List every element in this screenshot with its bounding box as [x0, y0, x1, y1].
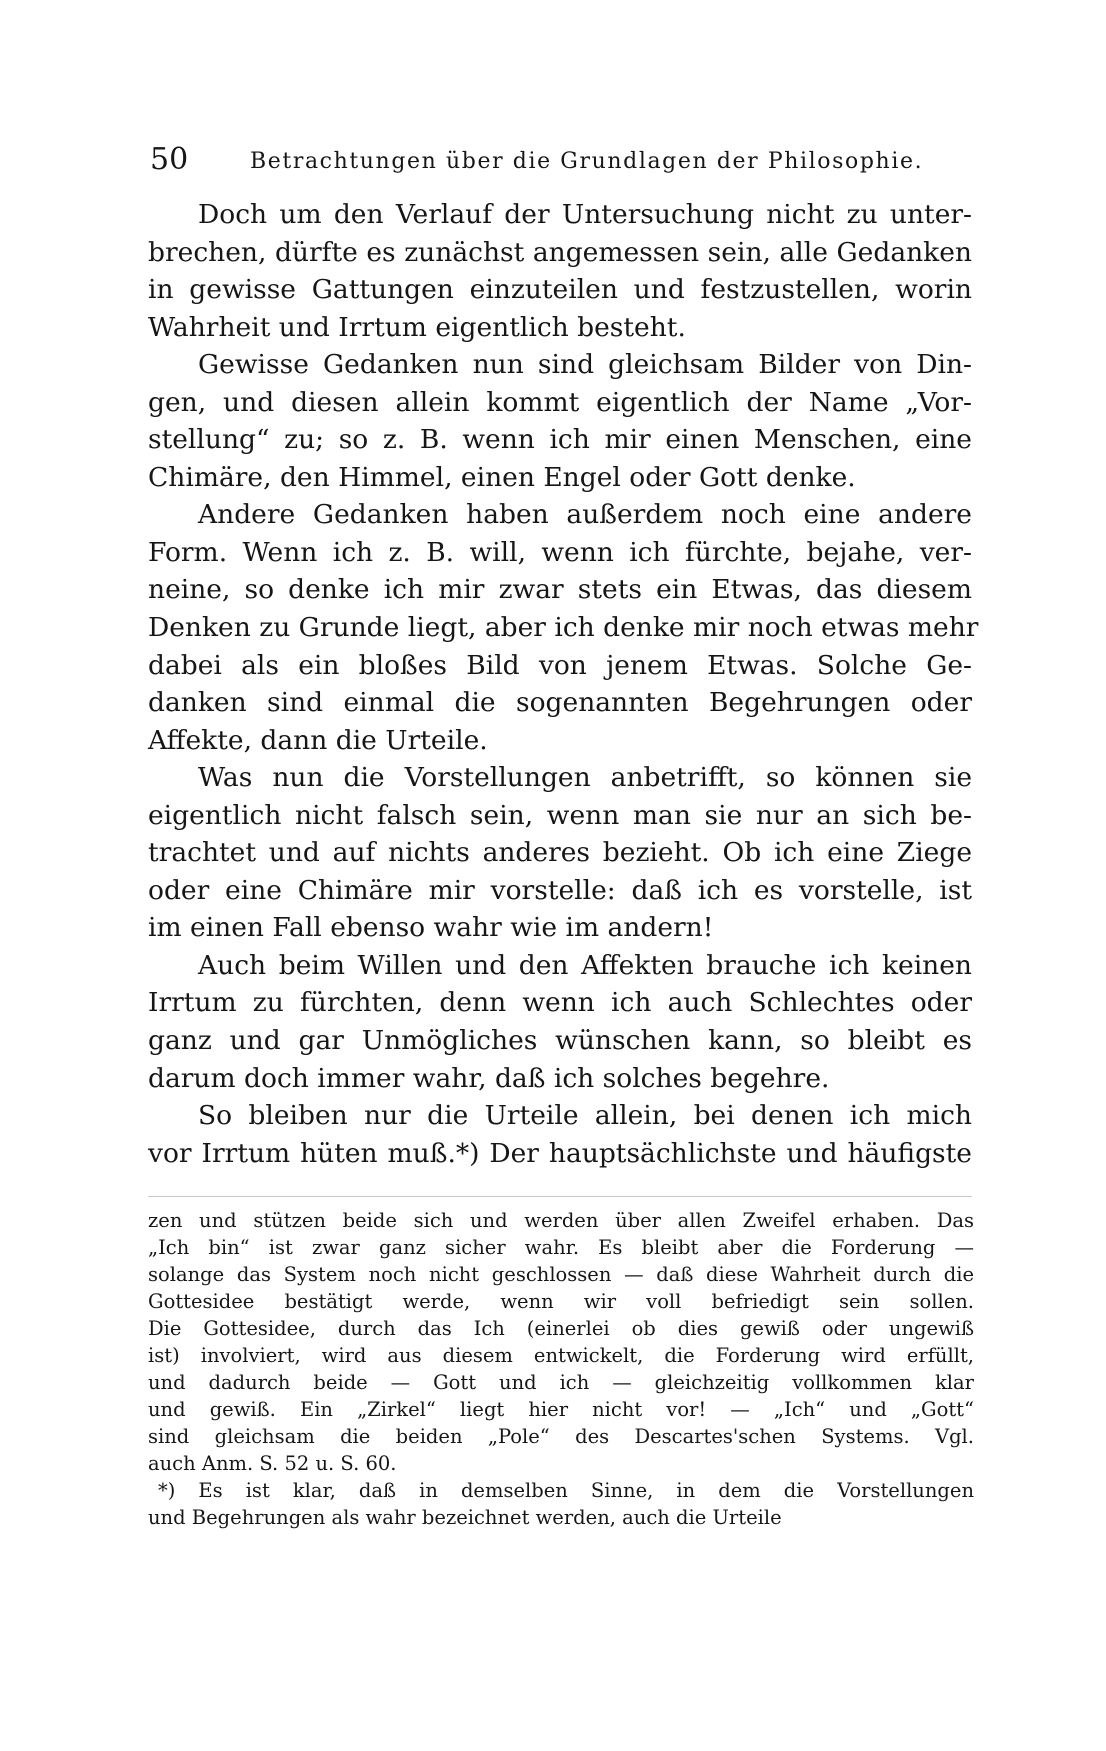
- footnote-line: auch Anm. S. 52 u. S. 60.: [148, 1452, 397, 1475]
- text-line: stellung“ zu; so z. B. wenn ich mir einen Menschen, eine: [148, 424, 972, 456]
- text-line: Chimäre, den Himmel, einen Engel oder Gott denke.: [148, 461, 856, 493]
- page-number: 50: [150, 142, 189, 177]
- footnote-line: und Begehrungen als wahr bezeichnet werden, auch die Urteile: [148, 1506, 782, 1529]
- text-line: neine, so denke ich mir zwar stets ein Etwas, das diesem: [148, 574, 972, 606]
- footnote-line: und gewiß. Ein „Zirkel“ liegt hier nicht vor! — „Ich“ und „Gott“: [148, 1398, 974, 1421]
- text-line: Andere Gedanken haben außerdem noch eine andere: [198, 499, 972, 531]
- text-line: Doch um den Verlauf der Untersuchung nicht zu unter-: [198, 199, 972, 230]
- text-line: dabei als ein bloßes Bild von jenem Etwas. Solche Ge-: [148, 649, 972, 681]
- footnote-line: Gottesidee bestätigt werde, wenn wir voll befriedigt sein sollen.: [148, 1290, 974, 1313]
- footnote-line: „Ich bin“ ist zwar ganz sicher wahr. Es bleibt aber die Forderung —: [148, 1236, 974, 1259]
- footnote-line: Die Gottesidee, durch das Ich (einerlei ob dies gewiß oder ungewiß: [148, 1317, 974, 1340]
- footnote-line: und dadurch beide — Gott und ich — gleichzeitig vollkommen klar: [148, 1371, 974, 1394]
- text-line: im einen Fall ebenso wahr wie im andern!: [148, 912, 714, 944]
- text-line: Form. Wenn ich z. B. will, wenn ich fürchte, bejahe, ver-: [148, 536, 972, 568]
- footnote-line: sind gleichsam die beiden „Pole“ des Descartes'schen Systems. Vgl.: [148, 1425, 974, 1448]
- text-line: Denken zu Grunde liegt, aber ich denke mir noch etwas mehr: [148, 612, 979, 644]
- footnote-line: ist) involviert, wird aus diesem entwickelt, die Forderung wird erfüllt,: [148, 1344, 974, 1367]
- text-line: gen, und diesen allein kommt eigentlich der Name „Vor-: [148, 386, 972, 418]
- text-line: darum doch immer wahr, daß ich solches begehre.: [148, 1062, 830, 1094]
- text-line: vor Irrtum hüten muß.*) Der hauptsächlichste und häufigste: [148, 1137, 972, 1169]
- text-line: brechen, dürfte es zunächst angemessen sein, alle Gedanken: [148, 236, 972, 268]
- text-line: danken sind einmal die sogenannten Begehrungen oder: [148, 687, 972, 719]
- page-header: [150, 140, 970, 180]
- text-line: ganz und gar Unmögliches wünschen kann, so bleibt es: [148, 1025, 972, 1057]
- text-line: Affekte, dann die Urteile.: [148, 724, 488, 756]
- main-text: [148, 196, 979, 1172]
- text-line: So bleiben nur die Urteile allein, bei denen ich mich: [198, 1100, 972, 1132]
- footnote-line: solange das System noch nicht geschlossen — daß diese Wahrheit durch die: [148, 1263, 974, 1286]
- text-line: Irrtum zu fürchten, denn wenn ich auch Schlechtes oder: [148, 987, 972, 1019]
- text-line: Wahrheit und Irrtum eigentlich besteht.: [148, 311, 686, 343]
- text-line: eigentlich nicht falsch sein, wenn man sie nur an sich be-: [148, 799, 972, 831]
- footnote-divider: [148, 1196, 972, 1197]
- text-line: Auch beim Willen und den Affekten brauche ich keinen: [198, 949, 972, 981]
- running-title: Betrachtungen über die Grundlagen der Philosophie.: [250, 149, 924, 174]
- text-line: trachtet und auf nichts anderes bezieht. Ob ich eine Ziege: [148, 837, 972, 869]
- footnote-line: *) Es ist klar, daß in demselben Sinne, in dem die Vorstellungen: [158, 1479, 974, 1502]
- footnotes: [148, 1207, 974, 1531]
- text-line: in gewisse Gattungen einzuteilen und festzustellen, worin: [148, 274, 972, 306]
- footnote-line: zen und stützen beide sich und werden über allen Zweifel erhaben. Das: [148, 1209, 974, 1232]
- text-line: Was nun die Vorstellungen anbetrifft, so können sie: [198, 762, 972, 794]
- text-line: oder eine Chimäre mir vorstelle: daß ich es vorstelle, ist: [148, 874, 972, 906]
- text-line: Gewisse Gedanken nun sind gleichsam Bilder von Din-: [198, 349, 972, 381]
